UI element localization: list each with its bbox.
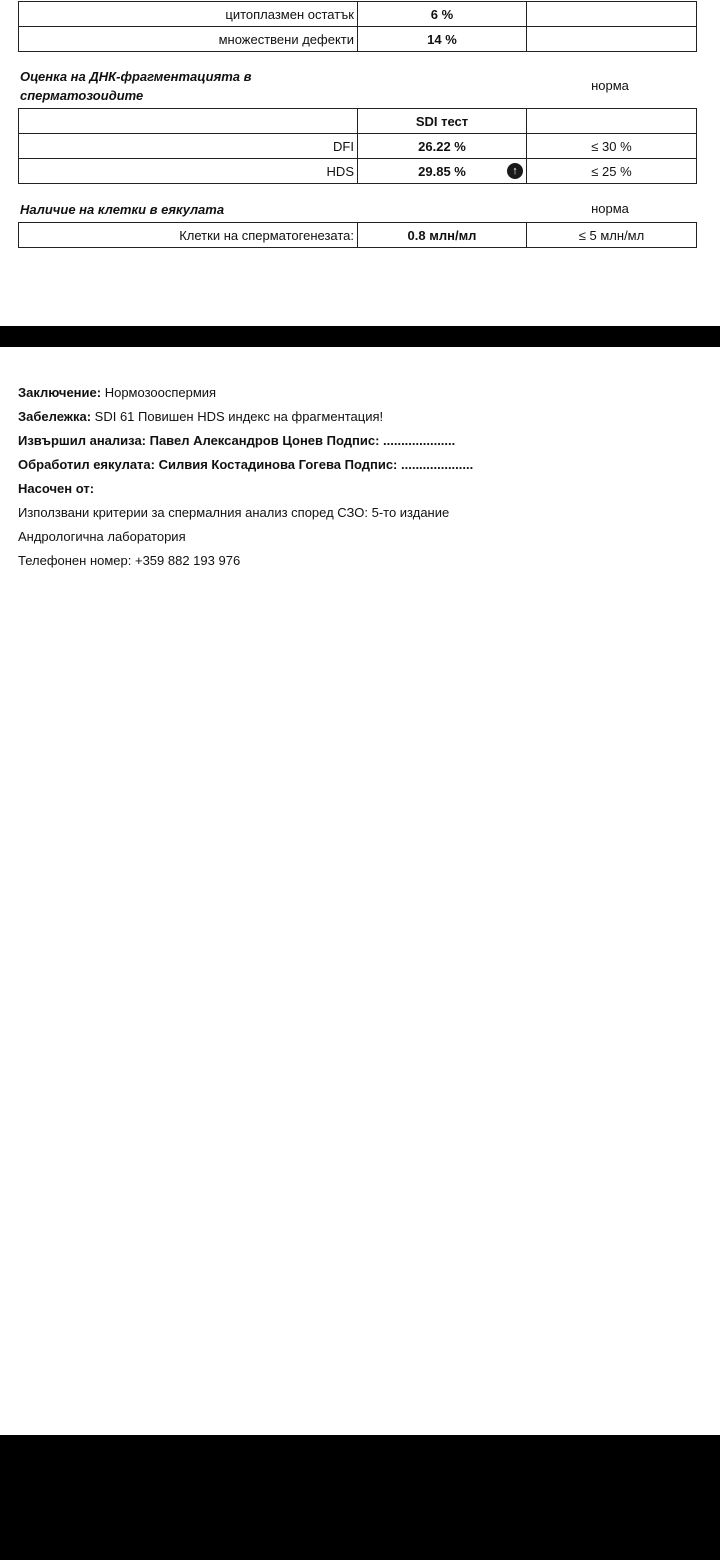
table-row — [19, 223, 697, 248]
row-value-dfi: 26.22 % — [358, 134, 527, 159]
row-norm — [527, 27, 697, 52]
row-value: 14 % — [358, 27, 527, 52]
note-line — [18, 405, 708, 429]
dna-title-line2: сперматозоидите — [20, 88, 144, 103]
arrow-up-circle-icon: ↑ — [507, 163, 523, 179]
conclusion-line — [18, 381, 708, 405]
row-label: цитоплазмен остатък — [19, 2, 358, 27]
row-value-cells: 0.8 млн/мл — [358, 223, 527, 248]
row-label-dfi: DFI — [19, 134, 358, 159]
cells-table — [18, 222, 697, 248]
table-row — [19, 2, 697, 27]
table-row — [19, 134, 697, 159]
criteria-line: Използвани критерии за спермалния анализ според СЗО: 5-то издание — [18, 505, 450, 520]
conclusion-value: Нормозооспермия — [101, 385, 217, 400]
dna-section-title — [20, 67, 350, 105]
dna-title-line1: Оценка на ДНК-фрагментацията в — [20, 69, 252, 84]
note-value: SDI 61 Повишен HDS индекс на фрагментация! — [91, 409, 384, 424]
note-label: Забележка: — [18, 409, 92, 424]
report-footer-info — [18, 381, 708, 573]
row-value-hds: 29.85 % — [418, 163, 466, 179]
bottom-black-area — [0, 1435, 720, 1560]
table-header-row — [19, 109, 697, 134]
table-row — [19, 27, 697, 52]
phone-line: Телефонен номер: +359 882 193 976 — [18, 553, 241, 568]
performed-by-line: Извършил анализа: Павел Александров Цонев Подпис: .................... — [18, 433, 456, 448]
cells-section-title: Наличие на клетки в еякулата — [20, 202, 225, 217]
cells-norm-label: норма — [591, 201, 629, 216]
morphology-table — [18, 1, 697, 52]
processed-by-line: Обработил еякулата: Силвия Костадинова Гогева Подпис: .................... — [18, 457, 474, 472]
row-value: 6 % — [358, 2, 527, 27]
lab-line: Андрологична лаборатория — [18, 529, 186, 544]
row-value-hds-cell — [358, 159, 527, 184]
row-label-cells: Клетки на сперматогенезата: — [19, 223, 358, 248]
conclusion-label: Заключение: — [18, 385, 102, 400]
row-label: множествени дефекти — [19, 27, 358, 52]
referred-by-line: Насочен от: — [18, 481, 95, 496]
row-norm-dfi: ≤ 30 % — [527, 134, 697, 159]
row-label-hds: HDS — [19, 159, 358, 184]
header-cell-sdi: SDI тест — [358, 109, 527, 134]
header-cell — [527, 109, 697, 134]
row-norm-cells: ≤ 5 млн/мл — [527, 223, 697, 248]
sdi-table — [18, 108, 697, 184]
page-break-bar — [0, 326, 720, 347]
dna-norm-label: норма — [591, 78, 629, 93]
header-cell — [19, 109, 358, 134]
table-row — [19, 159, 697, 184]
row-norm — [527, 2, 697, 27]
row-norm-hds: ≤ 25 % — [527, 159, 697, 184]
